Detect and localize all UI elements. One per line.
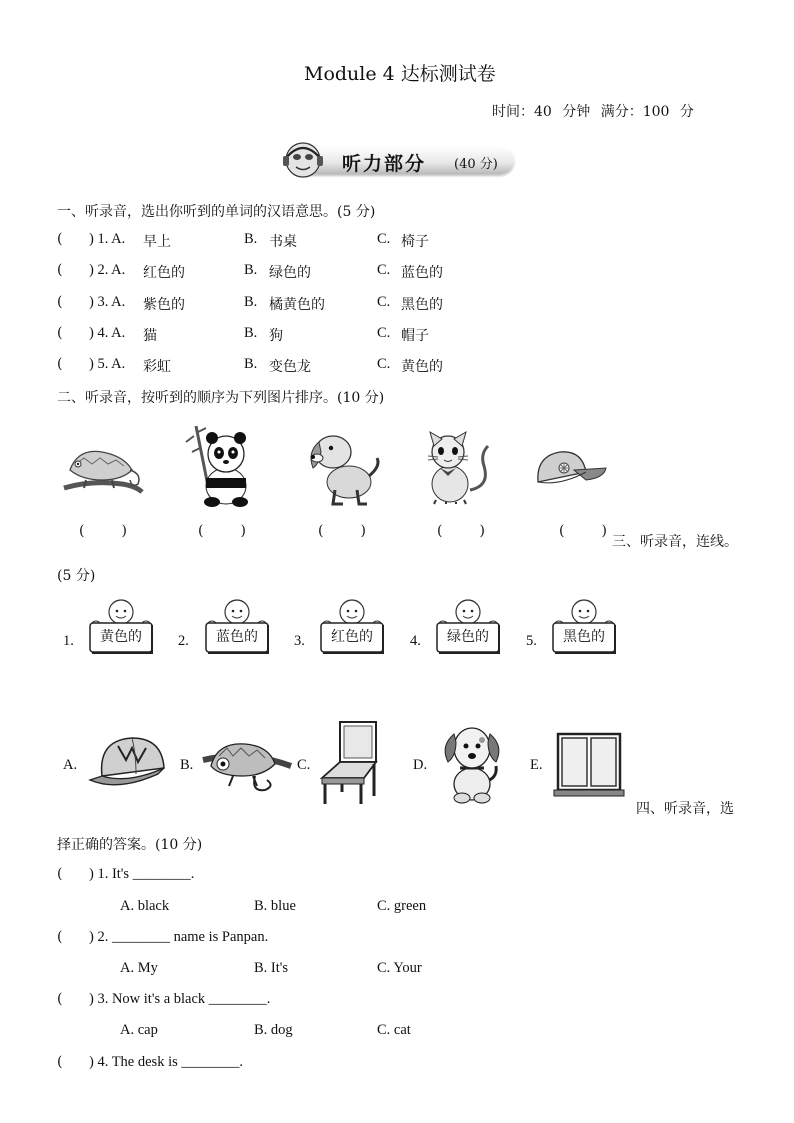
answer-blank[interactable] <box>198 523 246 539</box>
option-c-letter: C. <box>377 294 391 310</box>
option-c: C. Your <box>377 960 422 976</box>
kid-sign[interactable] <box>544 598 624 662</box>
section-title: 听力部分 <box>342 153 427 175</box>
option-b: 变色龙 <box>269 359 311 375</box>
option-c-letter: C. <box>377 325 391 341</box>
option-c: 黄色的 <box>401 359 443 375</box>
answer-paren: ( <box>57 262 63 278</box>
cap-icon[interactable] <box>88 734 170 792</box>
q4-heading-cont: 择正确的答案。(10 分) <box>57 837 203 853</box>
q1-number: ) 5. A. <box>89 356 126 372</box>
object-letter: B. <box>180 757 194 773</box>
object-letter: E. <box>530 757 543 773</box>
answer-paren: ( <box>57 294 63 310</box>
answer-blank[interactable] <box>559 523 607 539</box>
kid-sign-label: 绿色的 <box>447 629 489 645</box>
kid-number: 5. <box>526 633 537 649</box>
option-b-letter: B. <box>244 262 258 278</box>
option-c-letter: C. <box>377 262 391 278</box>
option-c: 帽子 <box>401 328 429 344</box>
kid-sign[interactable] <box>81 598 161 662</box>
answer-blank[interactable] <box>79 523 127 539</box>
window-icon[interactable] <box>554 732 624 798</box>
option-a: A. black <box>120 898 170 914</box>
answer-paren: ( <box>57 1054 63 1070</box>
kid-sign[interactable] <box>428 598 508 662</box>
q4-stem: ) 2. ________ name is Panpan. <box>89 929 269 945</box>
option-a: 紫色的 <box>143 297 185 313</box>
cat-picture <box>420 430 492 504</box>
option-b: 书桌 <box>269 234 297 250</box>
kid-number: 3. <box>294 633 305 649</box>
answer-paren: ( <box>57 866 63 882</box>
dog-icon[interactable] <box>438 722 504 804</box>
q3-heading-score: (5 分) <box>57 568 96 584</box>
option-c: 蓝色的 <box>401 265 443 281</box>
q1-heading: 一、听录音，选出你听到的单词的汉语意思。(5 分) <box>57 204 376 220</box>
option-b: 橘黄色的 <box>269 297 325 313</box>
q1-number: ) 1. A. <box>89 231 126 247</box>
answer-blank[interactable] <box>318 523 366 539</box>
kid-sign-label: 黄色的 <box>100 629 142 645</box>
chameleon-icon[interactable] <box>203 736 291 796</box>
q4-stem: ) 3. Now it's a black ________. <box>89 991 271 1007</box>
time-score-info: 时间：40 分钟 满分：100 分 <box>492 104 694 120</box>
q1-number: ) 2. A. <box>89 262 126 278</box>
option-a: 彩虹 <box>143 359 171 375</box>
answer-paren: ( <box>57 231 63 247</box>
q3-heading: 三、听录音，连线。 <box>612 534 738 550</box>
option-b-letter: B. <box>244 231 258 247</box>
kid-sign[interactable] <box>197 598 277 662</box>
q4-heading: 四、听录音，选 <box>636 801 734 817</box>
page-title: Module 4 达标测试卷 <box>304 63 496 85</box>
answer-paren: ( <box>57 325 63 341</box>
option-c: C. cat <box>377 1022 411 1038</box>
q4-stem: ) 4. The desk is ________. <box>89 1054 243 1070</box>
option-c: 黑色的 <box>401 297 443 313</box>
option-b-letter: B. <box>244 356 258 372</box>
option-b: B. blue <box>254 898 296 914</box>
option-c: C. green <box>377 898 427 914</box>
kid-sign-label: 黑色的 <box>563 629 605 645</box>
chameleon-picture <box>62 430 144 496</box>
q1-number: ) 4. A. <box>89 325 126 341</box>
answer-paren: ( <box>57 991 63 1007</box>
option-b: 狗 <box>269 328 283 344</box>
section-score: (40 分) <box>454 157 498 172</box>
kid-sign-label: 红色的 <box>331 629 373 645</box>
object-letter: D. <box>413 757 428 773</box>
kid-sign-label: 蓝色的 <box>216 629 258 645</box>
answer-paren: ( <box>57 929 63 945</box>
option-a: A. cap <box>120 1022 158 1038</box>
kid-number: 2. <box>178 633 189 649</box>
option-a: 红色的 <box>143 265 185 281</box>
object-letter: C. <box>297 757 311 773</box>
kid-sign[interactable] <box>312 598 392 662</box>
option-b-letter: B. <box>244 294 258 310</box>
section-banner <box>276 140 514 176</box>
q2-heading: 二、听录音，按听到的顺序为下列图片排序。(10 分) <box>57 390 385 406</box>
option-a: A. My <box>120 960 158 976</box>
cap-picture <box>534 446 608 490</box>
option-c: 椅子 <box>401 234 429 250</box>
q4-stem: ) 1. It's ________. <box>89 866 195 882</box>
option-b-letter: B. <box>244 325 258 341</box>
answer-blank[interactable] <box>437 523 485 539</box>
option-c-letter: C. <box>377 356 391 372</box>
panda-picture <box>188 426 254 508</box>
option-b: 绿色的 <box>269 265 311 281</box>
option-b: B. dog <box>254 1022 293 1038</box>
kid-number: 4. <box>410 633 421 649</box>
q1-number: ) 3. A. <box>89 294 126 310</box>
dog-picture <box>305 428 381 506</box>
headphone-mascot-icon <box>276 140 330 180</box>
chair-icon[interactable] <box>320 720 380 806</box>
answer-paren: ( <box>57 356 63 372</box>
kid-number: 1. <box>63 633 74 649</box>
option-c-letter: C. <box>377 231 391 247</box>
option-b: B. It's <box>254 960 289 976</box>
option-a: 早上 <box>143 234 171 250</box>
object-letter: A. <box>63 757 78 773</box>
option-a: 猫 <box>143 328 157 344</box>
